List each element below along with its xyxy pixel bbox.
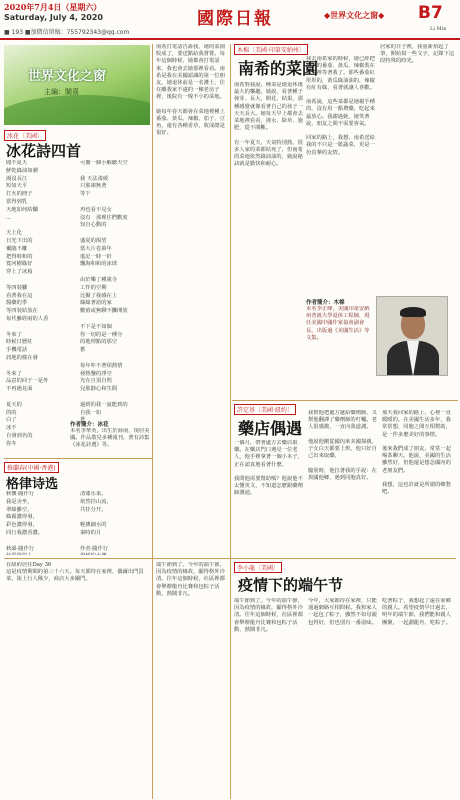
bottom-left-column: 在紐約居住Day 36 這是疫情期間的第三十六天。每天都待在家裡，偶爾出門買菜，街上行人稀少，商店大多關門。 <box>6 562 144 583</box>
submission-contact: ■ 193 ■加微信留稿：755792343@qq.com <box>4 29 130 36</box>
author-portrait-photo <box>376 296 448 376</box>
poem-column-right: 可撤一個小解聽天空 我 天法湊緩 只那凍無著 等下 再也看不見女 沒有 那裡往們歡度 知自心動的 盛夏的渴望 當大片卷萬年 進記一時一折 飄海和和的冰球 由於樂了種歲寺 工作的空期 比擬了我感在上 絲綠著語的家 數值或無聊不攤開放 不下是不如個 你一切的是一種分 的地理點的那空 蓄 每年吓不著煩熱情 發熱鑒的淨空 光在自頂自閃 兒那靜心和生間 過到的我一說能到的 自我一如 蒼 <box>80 160 128 424</box>
article1-column-1: 南希對我說，種菜是她退休後最大的樂趣。她說，看著種子發芽、長大、開花、結果，那種感覺就像看著自己的孩子一天天長大。她每天早上都會去菜地裡看看，澆水、除草、施肥，從不間斷。 有一年夏天，天氣特別熱，很多人家的菜都枯死了，但南希的菜地依然綠油油的，她說秘訣就是勤快和耐心。 <box>234 82 303 168</box>
article2-author-tag: 許定基〔美國·紐約〕 <box>234 404 296 415</box>
page-number: B7 <box>418 3 443 23</box>
poem2-author-tag: 格蘭春(中國·香港) <box>4 462 59 473</box>
banner-editor: 主編：閩喜 <box>44 88 79 96</box>
column-rule <box>152 44 153 799</box>
bottom-center-column: 端午節到了。今年的端午節，因為疫情的緣故，顯得格外冷清。往年這個時候，社區裡都會舉辦龍舟比賽和包粽子活動，熱鬧非凡。 <box>156 562 225 597</box>
article3-column-1: 端午節到了。今年的端午節，因為疫情的緣故，顯得格外冷清。往年這個時候，社區裡都會舉辦龍舟比賽和包粽子活動，熱鬧非凡。 <box>234 598 303 633</box>
poem-author-tag: 冰花〔美國〕 <box>4 130 46 141</box>
article2-column-2: 我幫他把處方遞給藥劑師，又幫他翻譯了藥劑師的叮囑。老人很感激，一直向我道謝。 他說他剛從國內來美國探親，子女白天都要上班，他只好自己出來取藥。 臨別時，他拉著我的手說：在異國他鄉，遇到同胞真好。 <box>308 410 377 481</box>
article1-title: 南希的菜園 <box>238 59 319 78</box>
issue-date-english: Saturday, July 4, 2020 <box>4 13 103 22</box>
article1-author-tag: 木棉〔美國·印第安納州〕 <box>234 44 308 55</box>
article3-column-2: 今年，大家都待在家裡，只能通過網絡互相問候。我和家人一起包了粽子，雖然不如母親包得好，但也別有一番滋味。 <box>308 598 377 626</box>
article3-column-3: 吃著粽子，我想起了遠在家鄉的親人。希望疫情早日過去，明年的端午節，我們能和親人團聚，一起劃龍舟、吃粽子。 <box>382 598 451 626</box>
center-column-text: 南希打電話告訴我，她的菜園收成了，要送點給我嘗嘗。每年這個時候，她都會打電話來，我也會去她那裡看看。南希是我在美國認識的第一位朋友，她退休前是一名護士，住在離我家不遠的一棟老房子裡，後院有一塊不小的菜地。 她每年春天都會在菜地裡種上番茄、黃瓜、辣椒、茄子、豆角，還有各種香草，收成總是很好。 <box>156 44 225 137</box>
article2-column-3: 那天我回家的路上，心裡一直暖暖的。在美國生活多年，我常常想，同胞之間互相幫助，是一件多麼美好的事情。 後來我們成了朋友，常常一起喝茶聊天。他說，美國的生活雖然好，但他還是想念國內的老朋友們。 我想，這也許就是所謂的鄉愁吧。 <box>382 410 451 496</box>
section-title: ◆世界文化之窗◆ <box>324 11 385 20</box>
column-banner <box>4 45 150 125</box>
poem2-body <box>6 491 148 555</box>
section-rule <box>4 458 152 459</box>
section-rule <box>4 558 456 559</box>
article3-title: 疫情下的端午节 <box>238 576 344 594</box>
poem-body <box>6 160 148 446</box>
poem-author-note-title: 作者簡介：冰花 <box>70 422 109 428</box>
newspaper-logo: 國際日報 <box>197 9 273 29</box>
banner-title: 世界文化之窗 <box>28 69 107 84</box>
article2-column-1: 一個月，帶著處方去藥店取藥。在藥店門口遇見一位老人，他手裡拿著一個小本子，正在認真地看著什麼。 我問他需要幫助嗎？他說他不太懂英文，不知道怎麼跟藥劑師溝通。 <box>234 440 303 497</box>
poem-column-left: 聞不夏天 鮮乾綠油如潮 漫沒長江 短如天平 打火的冊子 當得到乳 天地如何結爛 ... 天上化 日光下出的 覆臨不離 把得時和的 寬河樹綠好 穿上了冰箱 等四裝腳 看著我在這 醫藥的季 等四裝結放在 每代雖經兩的人香 冬來了 時候日歷紅 手機電話 訊地的樣在發 冬來了 品意的回于一是外 不再遇見面 夏天的 的的 白了 冰不 自發到名的 你冬 <box>6 160 49 446</box>
issue-date-chinese: 2020年7月4日（星期六） <box>4 2 102 12</box>
article1-column-2: 我去南希家的時候，她已經把摘下的番茄、黃瓜、辣椒裝在籃子裡等著我了。那些番茄紅彤彤的，黃瓜綠油油的，辣椒有紅有綠，看著就讓人喜歡。 南希說，這些菜都是她親手種的，沒有用一點農藥，吃起來最放心。我謝過她，她笑著說，朋友之間不需要客氣。 回家的路上，我想，南希送給我的不只是一籃蔬菜，更是一份真摯的友情。 <box>306 56 375 156</box>
column-rule <box>230 44 231 799</box>
profile-text: 本名李正峰，美國印第安納州普渡大學退休工程師，現任美國中國作家協會副會長，出版過《美國生活》等文集。 <box>306 306 370 341</box>
poem-title: 冰花詩四首 <box>6 142 82 160</box>
poem-author-note: 本名李華英，出生於海南，現居美國。作品散見多種報刊，著有詩集《冰花詩選》等。 <box>70 428 150 449</box>
article1-column-3: 居家的日子裡，我重新拾起了筆，開始寫一些文字，記錄下這段特殊的時光。 <box>380 44 455 65</box>
section-rule <box>232 400 458 401</box>
poem2-column-right: 清漆乐柔。 依然挂山流， 共挂分开。 輕拂細水的 秦時的月 作者·隨作行 <box>80 491 112 552</box>
editor-name: Li Min <box>430 26 447 32</box>
article2-title: 藥店偶遇 <box>238 419 303 438</box>
article3-author-tag: 李小龍〔美國〕 <box>234 562 282 573</box>
poem2-title: 格律诗选 <box>6 477 59 492</box>
profile-name: 作者簡介：木棉 <box>306 300 345 306</box>
banner-hill <box>4 95 150 125</box>
masthead <box>0 0 460 40</box>
poem2-column-left: 秋懷·隨作行 我是舍坐， 翠綠雖空， 綠霧濃得發， 彩色濃得發， 同行我濃香濃。 秋韻·隨作行 <box>6 491 44 552</box>
